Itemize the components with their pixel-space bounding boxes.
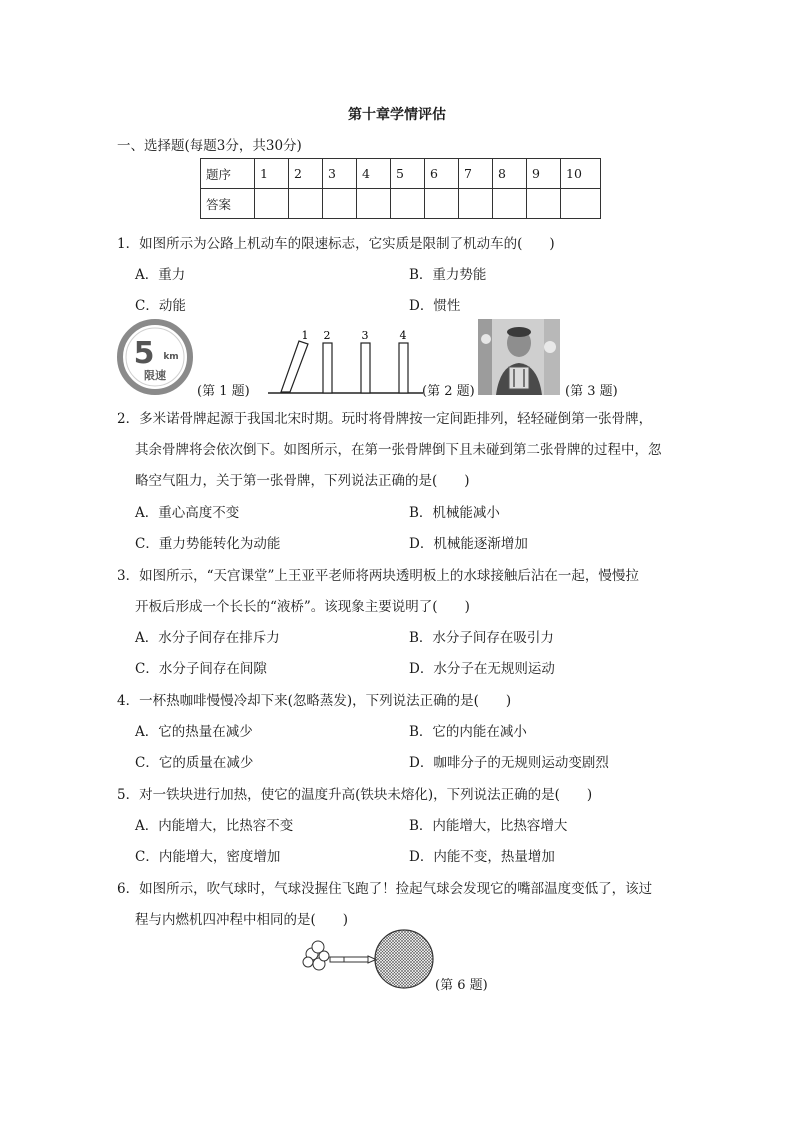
answer-cell[interactable]: [289, 189, 323, 219]
q5-option-d: D．内能不变，热量增加: [409, 849, 555, 865]
page-title: 第十章学情评估: [348, 107, 446, 123]
table-cell: 1: [255, 159, 289, 189]
q4-option-d: D．咖啡分子的无规则运动变剧烈: [409, 755, 609, 771]
section-heading: 一、选择题(每题3分，共30分): [117, 138, 302, 154]
q5-option-b: B．内能增大，比热容增大: [409, 818, 568, 834]
answer-cell[interactable]: [323, 189, 357, 219]
answer-cell[interactable]: [391, 189, 425, 219]
domino-3: [361, 343, 370, 393]
q5-option-a: A．内能增大，比热容不变: [135, 818, 294, 834]
q4-option-a: A．它的热量在减少: [135, 724, 253, 740]
balloon-figure: [300, 926, 440, 988]
table-cell: 5: [391, 159, 425, 189]
figure-6-caption: (第 6 题): [435, 978, 488, 993]
question-2-line-3: 略空气阻力，关于第一张骨牌，下列说法正确的是( ): [135, 473, 470, 489]
table-cell: 9: [527, 159, 561, 189]
answer-cell[interactable]: [527, 189, 561, 219]
table-cell: 4: [357, 159, 391, 189]
domino-label-3: 3: [361, 329, 369, 342]
domino-4: [399, 343, 408, 393]
table-cell: 10: [561, 159, 601, 189]
answer-cell[interactable]: [561, 189, 601, 219]
question-6-line-2: 程与内燃机四冲程中相同的是( ): [135, 912, 349, 928]
answer-cell[interactable]: [459, 189, 493, 219]
table-cell: 6: [425, 159, 459, 189]
question-6-line-1: 6．如图所示，吹气球时，气球没握住飞跑了！捡起气球会发现它的嘴部温度变低了，该过: [117, 881, 653, 897]
question-3-line-2: 开板后形成一个长长的“液桥”。该现象主要说明了( ): [135, 599, 470, 615]
answer-cell[interactable]: [425, 189, 459, 219]
q2-option-b: B．机械能减小: [409, 505, 500, 521]
speed-limit-sign-icon: [117, 319, 193, 395]
answer-table: [200, 158, 601, 219]
answer-cell[interactable]: [357, 189, 391, 219]
q5-option-c: C．内能增大，密度增加: [135, 849, 281, 865]
q3-option-a: A．水分子间存在排斥力: [135, 630, 280, 646]
question-4-stem: 4．一杯热咖啡慢慢冷却下来(忽略蒸发)，下列说法正确的是( ): [117, 693, 512, 709]
sign-unit: km: [163, 352, 179, 362]
table-cell: 2: [289, 159, 323, 189]
q2-option-c: C．重力势能转化为动能: [135, 536, 281, 552]
table-header-answer: 答案: [201, 189, 255, 219]
table-row: [201, 159, 601, 189]
figure-3-caption: (第 3 题): [565, 384, 618, 399]
table-header-number: 题序: [201, 159, 255, 189]
domino-label-2: 2: [323, 329, 331, 342]
q4-option-c: C．它的质量在减少: [135, 755, 254, 771]
answer-cell[interactable]: [493, 189, 527, 219]
question-5-stem: 5．对一铁块进行加热，使它的温度升高(铁块未熔化)，下列说法正确的是( ): [117, 787, 593, 803]
figure-2-caption: (第 2 题): [422, 384, 475, 399]
question-1-stem: 1．如图所示为公路上机动车的限速标志，它实质是限制了机动车的( ): [117, 236, 555, 252]
air-puff-icon: [303, 941, 329, 970]
q1-option-d: D．惯性: [409, 298, 461, 314]
answer-cell[interactable]: [255, 189, 289, 219]
q1-option-b: B．重力势能: [409, 267, 487, 283]
question-2-line-2: 其余骨牌将会依次倒下。如图所示，在第一张骨牌倒下且未碰到第二张骨牌的过程中，忽: [135, 442, 662, 458]
figure-1-caption: (第 1 题): [197, 384, 250, 399]
q1-option-c: C．动能: [135, 298, 186, 314]
q2-option-d: D．机械能逐渐增加: [409, 536, 528, 552]
question-2-line-1: 2．多米诺骨牌起源于我国北宋时期。玩时将骨牌按一定间距排列，轻轻碰倒第一张骨牌，: [117, 411, 653, 427]
domino-2: [323, 343, 332, 393]
table-cell: 8: [493, 159, 527, 189]
balloon-body: [375, 930, 433, 988]
table-cell: 3: [323, 159, 357, 189]
table-cell: 7: [459, 159, 493, 189]
q1-option-a: A．重力: [135, 267, 186, 283]
q2-option-a: A．重心高度不变: [135, 505, 240, 521]
sign-number: 5: [133, 336, 155, 371]
domino-label-1: 1: [301, 329, 309, 342]
liquid-bridge-photo: [478, 319, 560, 395]
q4-option-b: B．它的内能在减小: [409, 724, 527, 740]
balloon-neck: [330, 957, 368, 962]
q3-option-c: C．水分子间存在间隙: [135, 661, 267, 677]
table-row: [201, 189, 601, 219]
domino-label-4: 4: [399, 329, 407, 342]
question-3-line-1: 3．如图所示，“天宫课堂”上王亚平老师将两块透明板上的水球接触后沾在一起，慢慢拉: [117, 568, 639, 584]
q3-option-b: B．水分子间存在吸引力: [409, 630, 554, 646]
domino-1: [281, 341, 308, 392]
q3-option-d: D．水分子在无规则运动: [409, 661, 555, 677]
sign-text: 限速: [144, 369, 166, 382]
domino-figure: [268, 326, 428, 398]
